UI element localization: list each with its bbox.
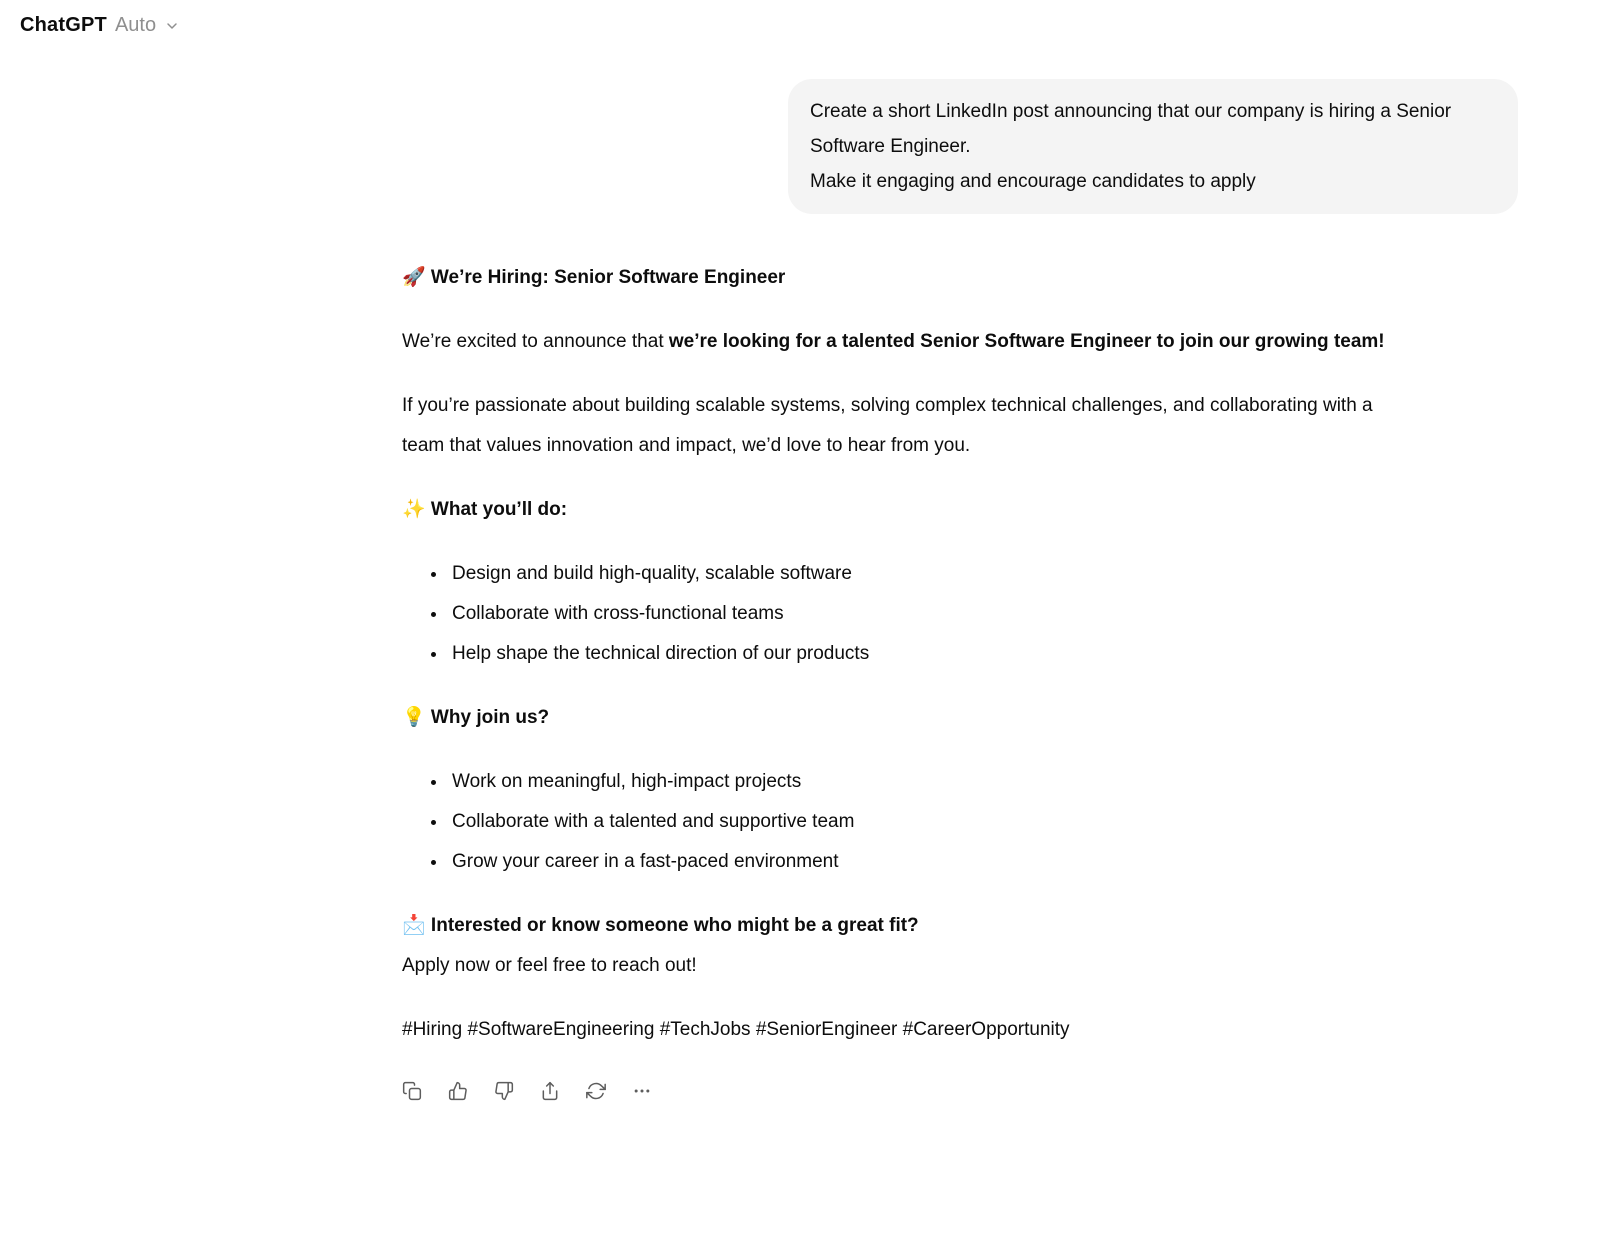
share-button[interactable] bbox=[533, 1074, 567, 1108]
body-paragraph: If you’re passionate about building scalable systems, solving complex technical challenges, and collaborating with a team that values innovation and impact, we’d love to hear from you. bbox=[402, 395, 1373, 456]
what-section-heading: ✨ What you’ll do: bbox=[402, 499, 568, 520]
why-section-list bbox=[402, 762, 1518, 882]
intro-paragraph bbox=[402, 322, 1392, 362]
user-message-line-1: Create a short LinkedIn post announcing that our company is hiring a Senior Software Engineer. bbox=[810, 101, 1452, 157]
user-message-row bbox=[402, 79, 1518, 214]
list-item: • Collaborate with cross-functional teams bbox=[448, 594, 1518, 634]
list-item: • Collaborate with a talented and supportive team bbox=[448, 802, 1518, 842]
thumbs-up-button[interactable] bbox=[441, 1074, 475, 1108]
app-title: ChatGPT bbox=[20, 14, 107, 36]
topbar bbox=[0, 0, 1600, 51]
copy-button[interactable] bbox=[395, 1074, 429, 1108]
model-switcher[interactable] bbox=[10, 8, 190, 43]
hashtags-line: #Hiring #SoftwareEngineering #TechJobs #SeniorEngineer #CareerOpportunity bbox=[402, 1019, 1070, 1040]
cta-text: Apply now or feel free to reach out! bbox=[402, 955, 697, 976]
thumbs-down-button[interactable] bbox=[487, 1074, 521, 1108]
regenerate-button[interactable] bbox=[579, 1074, 613, 1108]
user-message-bubble bbox=[788, 79, 1518, 214]
more-icon bbox=[632, 1081, 652, 1101]
regenerate-icon bbox=[586, 1081, 606, 1101]
more-button[interactable] bbox=[625, 1074, 659, 1108]
list-item: • Grow your career in a fast-paced environment bbox=[448, 842, 1518, 882]
intro-bold-text: we’re looking for a talented Senior Software Engineer to join our growing team! bbox=[668, 331, 1385, 352]
chevron-down-icon bbox=[164, 18, 180, 34]
message-actions bbox=[395, 1074, 1518, 1108]
why-section-heading: 💡 Why join us? bbox=[402, 707, 550, 728]
model-mode-label: Auto bbox=[114, 14, 157, 36]
intro-plain-text: We’re excited to announce that bbox=[402, 331, 669, 352]
list-item: • Work on meaningful, high-impact projects bbox=[448, 762, 1518, 802]
share-icon bbox=[540, 1081, 560, 1101]
list-item: • Help shape the technical direction of our products bbox=[448, 634, 1518, 674]
conversation bbox=[402, 79, 1518, 1108]
list-item: • Design and build high-quality, scalable software bbox=[448, 554, 1518, 594]
copy-icon bbox=[402, 1081, 422, 1101]
thumbs-down-icon bbox=[494, 1081, 514, 1101]
thumbs-up-icon bbox=[448, 1081, 468, 1101]
what-section-list bbox=[402, 554, 1518, 674]
post-title: 🚀 We’re Hiring: Senior Software Engineer bbox=[402, 267, 786, 288]
cta-heading: 📩 Interested or know someone who might be a great fit? bbox=[402, 915, 919, 936]
user-message-line-2: Make it engaging and encourage candidates to apply bbox=[810, 171, 1256, 192]
assistant-message bbox=[402, 258, 1518, 1108]
